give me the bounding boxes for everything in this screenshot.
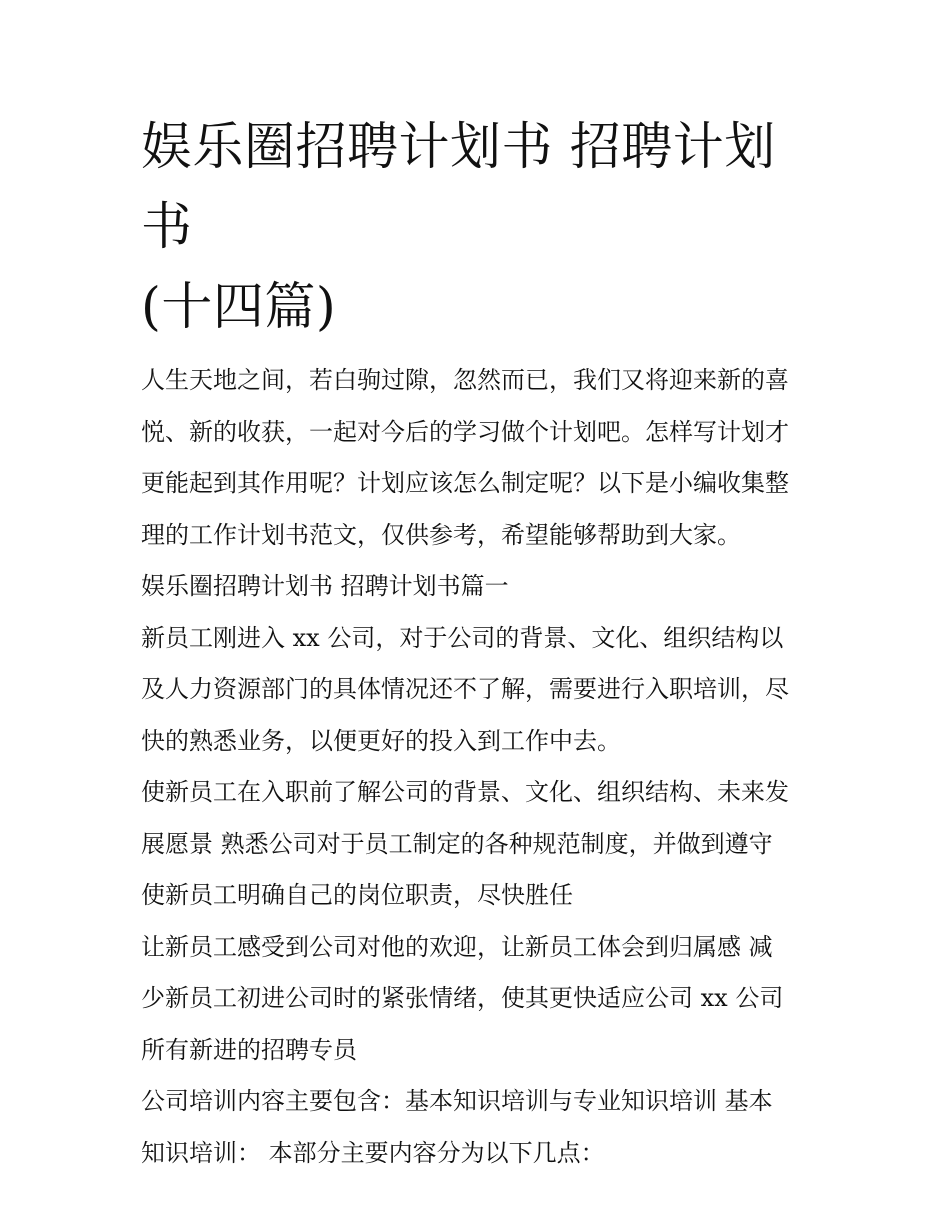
body-paragraph-background: 新员工刚进入 xx 公司，对于公司的背景、文化、组织结构以 及人力资源部门的具体情况还不了解，需要进行入职培训，尽 快的熟悉业务，以便更好的投入到工作中去。 [141,623,789,755]
document-title: 娱乐圈招聘计划书 招聘计划书 (十四篇) [141,118,776,337]
document-body [141,108,821,1179]
section-heading: 娱乐圈招聘计划书 招聘计划书篇一 [141,572,509,600]
intro-paragraph: 人生天地之间，若白驹过隙，忽然而已，我们又将迎来新的喜 悦、新的收获，一起对今后的学习做个计划吧。怎样写计划才 更能起到其作用呢？计划应该怎么制定呢？以下是小编收集整 理的工作计划书范文，仅供参考，希望能够帮助到大家。 [141,366,789,549]
body-paragraph-training-content: 公司培训内容主要包含：基本知识培训与专业知识培训 基本 知识培训： 本部分主要内容分为以下几点： [141,1087,773,1167]
body-paragraph-objectives: 使新员工在入职前了解公司的背景、文化、组织结构、未来发 展愿景 熟悉公司对于员工制定的各种规范制度，并做到遵守 使新员工明确自己的岗位职责，尽快胜任 [141,778,789,909]
body-paragraph-belonging: 让新员工感受到公司对他的欢迎，让新员工体会到归属感 减 少新员工初进公司时的紧张情绪，使其更快适应公司 xx 公司 所有新进的招聘专员 [141,932,784,1064]
